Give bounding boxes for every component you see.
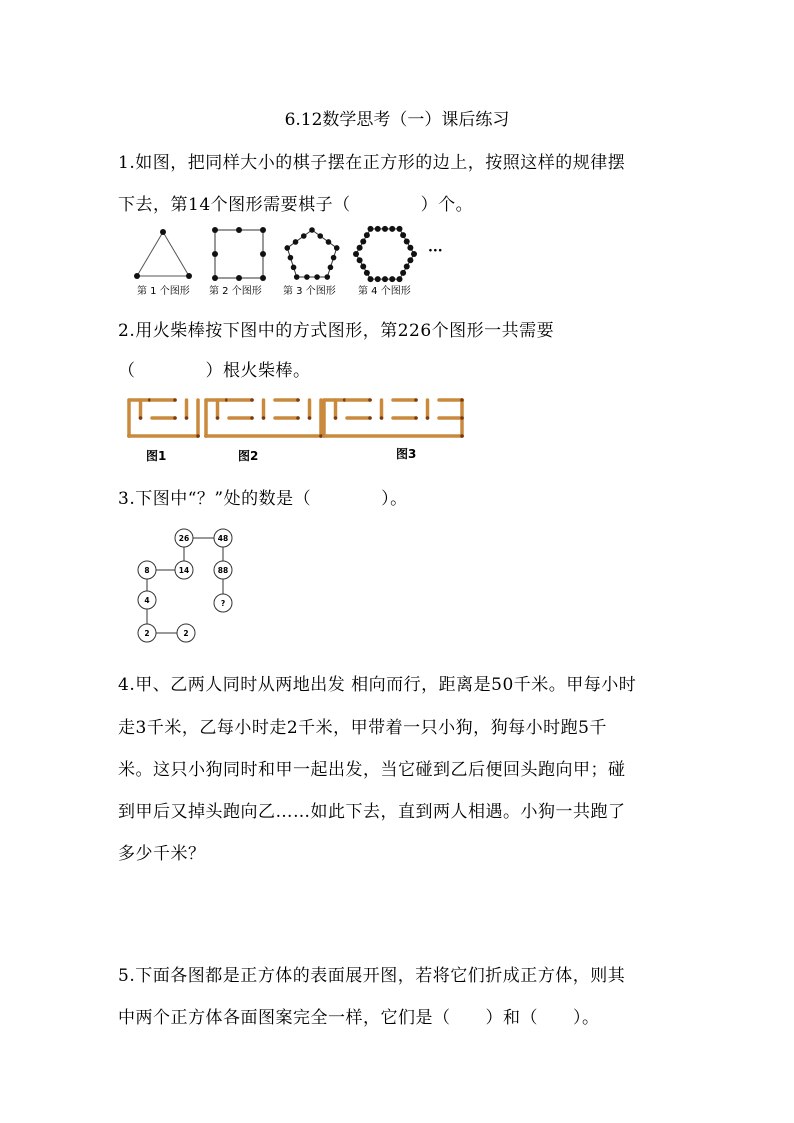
q3-node-8: 8 bbox=[144, 566, 150, 575]
q2-matchstick-figures bbox=[127, 398, 464, 438]
q1-figure bbox=[125, 222, 443, 302]
q1-caption-1: 第 1 个图形 bbox=[137, 286, 190, 297]
q3-node-14: 14 bbox=[178, 566, 190, 575]
q1-line1: 1.如图，把同样大小的棋子摆在正方形的边上，按照这样的规律摆 bbox=[118, 153, 626, 173]
q4-line3: 米。这只小狗同时和甲一起出发，当它碰到乙后便回头跑向甲；碰 bbox=[118, 760, 626, 780]
q3-node-question: ? bbox=[220, 599, 226, 608]
q3-node-2a: 2 bbox=[144, 629, 150, 638]
q5-line2: 中两个正方体各面图案完全一样，它们是（ ）和（ ）。 bbox=[118, 1008, 600, 1028]
q1-shape-triangle bbox=[134, 229, 192, 279]
q3-node-88: 88 bbox=[217, 566, 229, 575]
q1-caption-2: 第 2 个图形 bbox=[209, 286, 262, 297]
q4-line2: 走3千米，乙每小时走2千米，甲带着一只小狗，狗每小时跑5千 bbox=[118, 718, 607, 738]
q3-node-2b: 2 bbox=[183, 629, 189, 638]
q1-shape-pentagon bbox=[284, 227, 339, 280]
q1-shape-hexagon bbox=[353, 226, 417, 282]
q4-line5: 多少千米？ bbox=[118, 844, 206, 864]
q4-line4: 到甲后又掉头跑向乙……如此下去，直到两人相遇。小狗一共跑了 bbox=[118, 802, 626, 822]
q3-figure bbox=[128, 522, 248, 647]
q2-line1: 2.用火柴棒按下图中的方式图形，第226个图形一共需要 bbox=[118, 321, 555, 341]
q2-figure bbox=[124, 396, 484, 466]
q3-line1: 3.下图中“？”处的数是（ ）。 bbox=[118, 489, 408, 509]
q3-node-26: 26 bbox=[178, 534, 190, 543]
q3-node-4: 4 bbox=[144, 596, 150, 605]
q2-caption-2: 图2 bbox=[238, 449, 259, 463]
q2-caption-1: 图1 bbox=[146, 449, 167, 463]
page-title: 6.12数学思考（一）课后练习 bbox=[284, 110, 510, 130]
q1-ellipsis: ··· bbox=[428, 243, 443, 259]
q4-line1: 4.甲、乙两人同时从两地出发 相向而行，距离是50千米。甲每小时 bbox=[118, 675, 637, 695]
q2-caption-3: 图3 bbox=[396, 447, 417, 461]
q5-line1: 5.下面各图都是正方体的表面展开图，若将它们折成正方体，则其 bbox=[118, 966, 626, 986]
q1-caption-3: 第 3 个图形 bbox=[283, 286, 336, 297]
q1-caption-4: 第 4 个图形 bbox=[358, 286, 411, 297]
q2-line2: （ ）根火柴棒。 bbox=[118, 361, 311, 381]
q1-shape-square bbox=[212, 227, 266, 281]
q1-line2: 下去，第14个图形需要棋子（ ）个。 bbox=[118, 195, 474, 215]
q3-node-48: 48 bbox=[217, 534, 229, 543]
